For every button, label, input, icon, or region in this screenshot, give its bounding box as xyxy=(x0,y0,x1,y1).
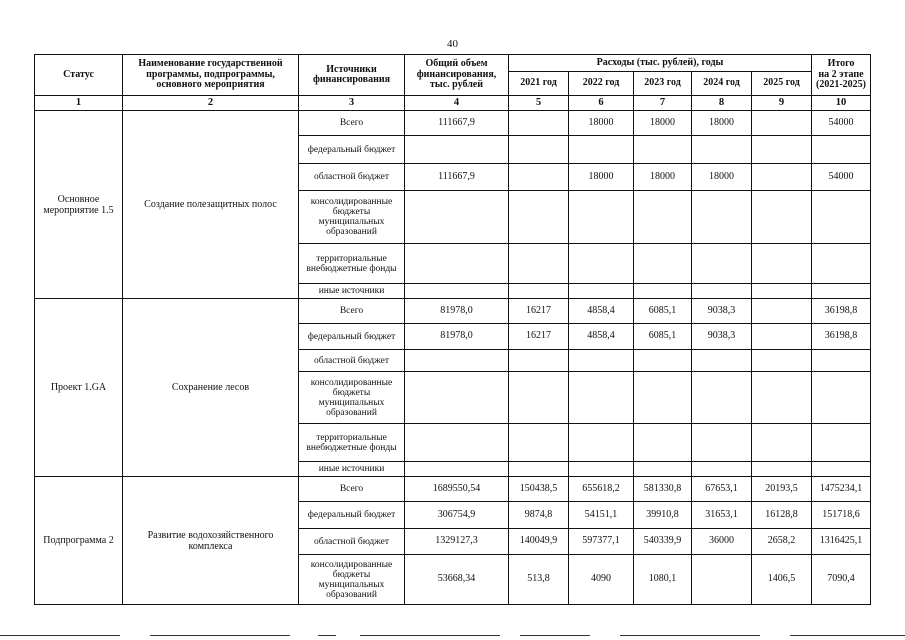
value-cell xyxy=(812,244,871,284)
source-cell: областной бюджет xyxy=(299,350,405,372)
value-cell xyxy=(405,191,509,244)
source-cell: иные источники xyxy=(299,462,405,477)
value-cell xyxy=(692,284,752,299)
value-cell xyxy=(692,555,752,605)
source-cell: консолидированные бюджеты муниципальных образований xyxy=(299,372,405,424)
value-cell: 39910,8 xyxy=(634,502,692,529)
value-cell xyxy=(509,111,569,136)
value-cell: 36198,8 xyxy=(812,299,871,324)
header-year: 2025 год xyxy=(752,72,812,96)
value-cell: 9038,3 xyxy=(692,299,752,324)
value-cell xyxy=(752,191,812,244)
value-cell: 540339,9 xyxy=(634,529,692,555)
value-cell xyxy=(405,350,509,372)
value-cell xyxy=(692,191,752,244)
table-row xyxy=(35,111,871,136)
value-cell xyxy=(509,350,569,372)
value-cell xyxy=(752,164,812,191)
value-cell: 6085,1 xyxy=(634,299,692,324)
value-cell: 54151,1 xyxy=(569,502,634,529)
value-cell: 1475234,1 xyxy=(812,477,871,502)
value-cell xyxy=(692,462,752,477)
header-itogo xyxy=(812,55,871,96)
source-cell: Всего xyxy=(299,477,405,502)
value-cell: 67653,1 xyxy=(692,477,752,502)
value-cell: 18000 xyxy=(569,164,634,191)
value-cell: 18000 xyxy=(634,111,692,136)
value-cell xyxy=(509,462,569,477)
value-cell: 151718,6 xyxy=(812,502,871,529)
value-cell xyxy=(509,372,569,424)
source-cell: областной бюджет xyxy=(299,164,405,191)
value-cell xyxy=(569,244,634,284)
value-cell: 81978,0 xyxy=(405,324,509,350)
source-cell: Всего xyxy=(299,111,405,136)
value-cell xyxy=(752,244,812,284)
value-cell xyxy=(634,244,692,284)
value-cell: 1329127,3 xyxy=(405,529,509,555)
value-cell: 4090 xyxy=(569,555,634,605)
column-number: 7 xyxy=(634,96,692,111)
source-cell: территориальные внебюджетные фонды xyxy=(299,244,405,284)
source-cell: Всего xyxy=(299,299,405,324)
source-cell: консолидированные бюджеты муниципальных образований xyxy=(299,191,405,244)
program-name-cell: Сохранение лесов xyxy=(123,299,299,477)
value-cell xyxy=(634,136,692,164)
value-cell xyxy=(752,324,812,350)
table-row xyxy=(35,477,871,502)
value-cell: 9038,3 xyxy=(692,324,752,350)
value-cell xyxy=(634,191,692,244)
value-cell xyxy=(509,424,569,462)
value-cell xyxy=(569,424,634,462)
value-cell: 31653,1 xyxy=(692,502,752,529)
source-cell: областной бюджет xyxy=(299,529,405,555)
value-cell xyxy=(752,350,812,372)
column-number: 1 xyxy=(35,96,123,111)
value-cell: 581330,8 xyxy=(634,477,692,502)
column-number: 4 xyxy=(405,96,509,111)
value-cell xyxy=(569,350,634,372)
value-cell xyxy=(405,424,509,462)
status-cell: Проект 1.GA xyxy=(35,299,123,477)
source-cell: федеральный бюджет xyxy=(299,502,405,529)
header-sources: Источники финансирования xyxy=(299,55,405,96)
value-cell xyxy=(752,284,812,299)
header-year: 2022 год xyxy=(569,72,634,96)
header-row-1 xyxy=(35,55,871,72)
source-cell: территориальные внебюджетные фонды xyxy=(299,424,405,462)
value-cell: 306754,9 xyxy=(405,502,509,529)
value-cell xyxy=(752,462,812,477)
value-cell: 140049,9 xyxy=(509,529,569,555)
value-cell xyxy=(634,284,692,299)
value-cell: 20193,5 xyxy=(752,477,812,502)
value-cell xyxy=(634,372,692,424)
value-cell: 36000 xyxy=(692,529,752,555)
value-cell xyxy=(752,299,812,324)
table-row xyxy=(35,299,871,324)
value-cell: 81978,0 xyxy=(405,299,509,324)
column-number: 9 xyxy=(752,96,812,111)
value-cell: 111667,9 xyxy=(405,111,509,136)
value-cell xyxy=(405,136,509,164)
value-cell: 1316425,1 xyxy=(812,529,871,555)
source-cell: федеральный бюджет xyxy=(299,136,405,164)
header-expenses: Расходы (тыс. рублей), годы xyxy=(509,55,812,72)
value-cell: 54000 xyxy=(812,111,871,136)
value-cell: 16128,8 xyxy=(752,502,812,529)
value-cell: 7090,4 xyxy=(812,555,871,605)
header-year: 2023 год xyxy=(634,72,692,96)
value-cell xyxy=(692,372,752,424)
header-year: 2021 год xyxy=(509,72,569,96)
value-cell xyxy=(569,372,634,424)
value-cell xyxy=(812,350,871,372)
value-cell: 36198,8 xyxy=(812,324,871,350)
header-itogo-line1: Итого xyxy=(827,58,855,70)
status-cell: Основное мероприятие 1.5 xyxy=(35,111,123,299)
value-cell: 111667,9 xyxy=(405,164,509,191)
column-number: 5 xyxy=(509,96,569,111)
value-cell xyxy=(569,136,634,164)
value-cell xyxy=(752,136,812,164)
source-cell: иные источники xyxy=(299,284,405,299)
value-cell: 18000 xyxy=(692,111,752,136)
value-cell: 16217 xyxy=(509,324,569,350)
page-number: 40 xyxy=(447,38,458,50)
value-cell xyxy=(634,350,692,372)
value-cell: 4858,4 xyxy=(569,324,634,350)
value-cell xyxy=(692,244,752,284)
table-body xyxy=(35,111,871,605)
status-cell: Подпрограмма 2 xyxy=(35,477,123,605)
value-cell: 18000 xyxy=(692,164,752,191)
header-total-volume: Общий объем финансирования, тыс. рублей xyxy=(405,55,509,96)
value-cell xyxy=(634,424,692,462)
column-number-row xyxy=(35,96,871,111)
value-cell xyxy=(692,350,752,372)
value-cell: 9874,8 xyxy=(509,502,569,529)
value-cell xyxy=(405,462,509,477)
value-cell xyxy=(752,111,812,136)
value-cell xyxy=(812,136,871,164)
value-cell: 18000 xyxy=(634,164,692,191)
value-cell: 150438,5 xyxy=(509,477,569,502)
value-cell: 513,8 xyxy=(509,555,569,605)
value-cell: 2658,2 xyxy=(752,529,812,555)
value-cell xyxy=(569,191,634,244)
value-cell xyxy=(405,284,509,299)
header-year: 2024 год xyxy=(692,72,752,96)
value-cell: 4858,4 xyxy=(569,299,634,324)
value-cell: 16217 xyxy=(509,299,569,324)
value-cell: 655618,2 xyxy=(569,477,634,502)
column-number: 6 xyxy=(569,96,634,111)
value-cell xyxy=(509,284,569,299)
source-cell: федеральный бюджет xyxy=(299,324,405,350)
value-cell xyxy=(692,136,752,164)
value-cell xyxy=(812,191,871,244)
header-itogo-line2: на 2 этапе (2021-2025) xyxy=(816,68,866,91)
program-name-cell: Создание полезащитных полос xyxy=(123,111,299,299)
value-cell xyxy=(405,244,509,284)
value-cell: 53668,34 xyxy=(405,555,509,605)
header-program-name: Наименование государственной программы, подпрограммы, основного мероприятия xyxy=(123,55,299,96)
value-cell: 597377,1 xyxy=(569,529,634,555)
value-cell xyxy=(509,191,569,244)
value-cell: 6085,1 xyxy=(634,324,692,350)
value-cell xyxy=(692,424,752,462)
value-cell: 1406,5 xyxy=(752,555,812,605)
value-cell xyxy=(752,372,812,424)
value-cell xyxy=(509,164,569,191)
value-cell xyxy=(812,284,871,299)
column-number: 3 xyxy=(299,96,405,111)
column-number: 2 xyxy=(123,96,299,111)
scan-edge-marks xyxy=(0,632,905,636)
program-name-cell: Развитие водохозяйственного комплекса xyxy=(123,477,299,605)
value-cell xyxy=(509,244,569,284)
value-cell xyxy=(569,462,634,477)
value-cell xyxy=(812,462,871,477)
value-cell xyxy=(752,424,812,462)
value-cell: 18000 xyxy=(569,111,634,136)
value-cell xyxy=(405,372,509,424)
source-cell: консолидированные бюджеты муниципальных образований xyxy=(299,555,405,605)
value-cell xyxy=(812,424,871,462)
value-cell xyxy=(509,136,569,164)
value-cell: 1080,1 xyxy=(634,555,692,605)
budget-table xyxy=(34,54,871,605)
header-status: Статус xyxy=(35,55,123,96)
value-cell: 54000 xyxy=(812,164,871,191)
value-cell xyxy=(812,372,871,424)
column-number: 8 xyxy=(692,96,752,111)
column-number: 10 xyxy=(812,96,871,111)
value-cell xyxy=(634,462,692,477)
value-cell: 1689550,54 xyxy=(405,477,509,502)
value-cell xyxy=(569,284,634,299)
